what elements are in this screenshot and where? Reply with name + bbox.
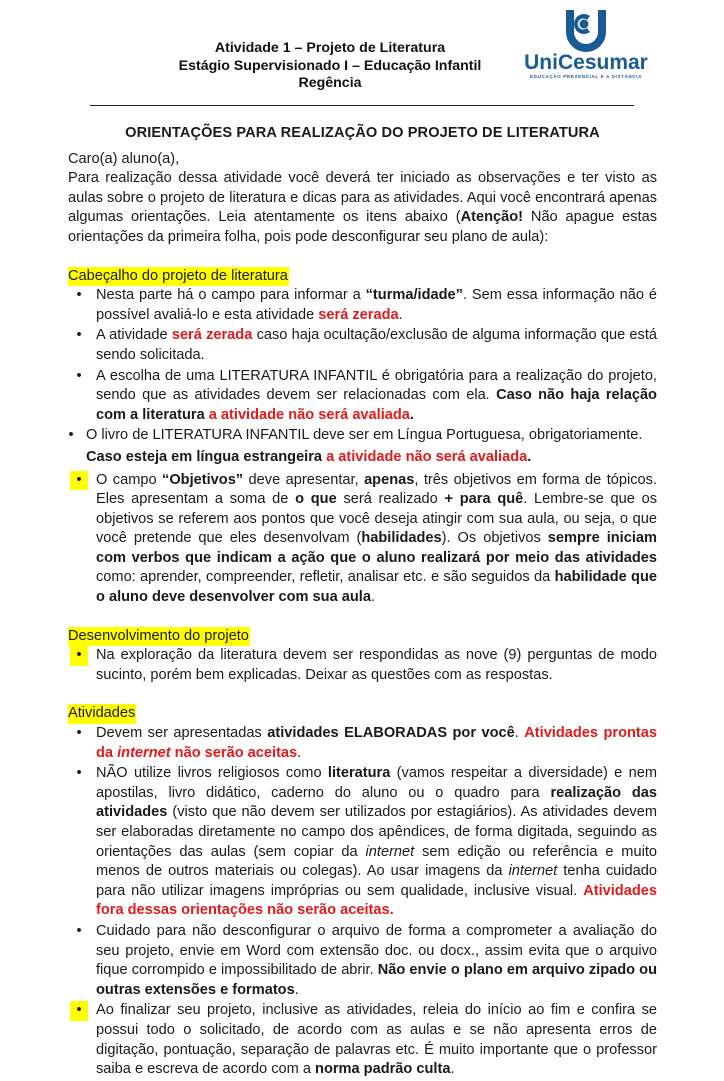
list-item: • NÃO utilize livros religiosos como literatura (vamos respeitar a diversidade) e nem apostilas, livro didático, caderno do aluno ou o quadro para realização das atividades (visto que não devem ser utilizados por estagiários). As atividades devem ser elaboradas diretamente no campo dos apêndices, de forma digitada, seguindo as orientações das aulas (sem copiar da internet sem edição ou referência e muito menos de outros materiais ou colegas). Ao usar imagens da internet tenha cuidado para não utilizar imagens impróprias ou sem qualidade, inclusive visual. Atividades fora dessas orientações não serão aceitas. — [68, 764, 657, 921]
bullet-icon: • — [76, 725, 82, 742]
bullet-list — [68, 471, 657, 608]
section-cabecalho — [68, 267, 657, 608]
section-atividades — [68, 704, 657, 1079]
intro-paragraph: Para realização dessa atividade você deverá ter iniciado as observações e ter visto as aulas sobre o projeto de literatura e dicas para as atividades. Aqui você encontrará apenas algumas orientações. Leia atentamente os itens abaixo (Atenção! Não apague estas orientações da primeira folha, pois pode desconfigurar seu plano de aula): — [68, 170, 657, 245]
list-item: • Devem ser apresentadas atividades ELABORADAS por você. Atividades prontas da internet não serão aceitas. — [68, 724, 657, 763]
list-item: • A atividade será zerada caso haja ocultação/exclusão de alguma informação que está sendo solicitada. — [68, 326, 657, 365]
bullet-list — [68, 286, 657, 446]
greeting: Caro(a) aluno(a), — [68, 150, 180, 167]
list-item: • Na exploração da literatura devem ser respondidas as nove (9) perguntas de modo sucinto, porém bem explicadas. Deixar as questões com as respostas. — [68, 646, 657, 685]
list-item: • O campo “Objetivos” deve apresentar, apenas, três objetivos em forma de tópicos. Eles apresentam a soma de o que será realizado + para quê. Lembre-se que os objetivos se referem aos pontos que você deseja atingir com sua aula, ou seja, o que você pretende que eles desenvolvam (habilidades). Os objetivos sempre iniciam com verbos que indicam a ação que o aluno realizará por meio das atividades como: aprender, compreender, refletir, analisar etc. e são seguidos da habilidade que o aluno deve desenvolver com sua aula. — [68, 471, 657, 608]
logo-emblem-icon — [566, 10, 606, 52]
header-line-regency: Regência — [298, 75, 362, 91]
page-title: ORIENTAÇÕES PARA REALIZAÇÃO DO PROJETO DE LITERATURA — [125, 125, 600, 141]
bullet-icon: • — [70, 471, 88, 491]
bullet-list — [68, 724, 657, 1080]
section-heading: Desenvolvimento do projeto — [68, 627, 250, 647]
bullet-icon: • — [76, 765, 82, 782]
bullet-icon: • — [76, 367, 82, 384]
bullet-icon: • — [70, 1001, 88, 1021]
logo-wordmark: UniCesumar — [524, 51, 648, 74]
list-item: • Nesta parte há o campo para informar a “turma/idade”. Sem essa informação não é possível avaliá-lo e esta atividade será zerada. — [68, 286, 657, 325]
bullet-icon: • — [76, 922, 82, 939]
bullet-icon: • — [76, 287, 82, 304]
document-body — [68, 124, 657, 1081]
list-item-continuation: Caso esteja em língua estrangeira a atividade não será avaliada. — [86, 448, 532, 465]
header-divider — [90, 105, 634, 106]
bullet-icon: • — [70, 646, 88, 666]
header-title-block — [170, 40, 490, 93]
list-item: • A escolha de uma LITERATURA INFANTIL é obrigatória para a realização do projeto, sendo que as atividades devem ser relacionadas com ela. Caso não haja relação com a literatura a atividade não será avaliada. — [68, 367, 657, 426]
bullet-list — [68, 646, 657, 685]
header-line-course: Estágio Supervisionado I – Educação Infantil — [178, 57, 482, 74]
header-line-activity: Atividade 1 – Projeto de Literatura — [214, 40, 446, 56]
bullet-icon: • — [68, 427, 74, 444]
list-item: • Ao finalizar seu projeto, inclusive as atividades, releia do início ao fim e confira se possui todo o solicitado, de acordo com as aulas e se não apresenta erros de digitação, pontuação, separação de palavras etc. É muito importante que o professor saiba e escreva de acordo com a norma padrão culta. — [68, 1001, 657, 1079]
bullet-icon: • — [76, 327, 82, 344]
section-heading: Atividades — [68, 704, 136, 724]
list-item: • Cuidado para não desconfigurar o arquivo de forma a comprometer a avaliação do seu projeto, envie em Word com extensão doc. ou docx., assim evita que o arquivo fique corrompido e impossibilitado de abrir. Não envie o plano em arquivo zipado ou outras extensões e formatos. — [68, 922, 657, 1000]
list-item: • O livro de LITERATURA INFANTIL deve ser em Língua Portuguesa, obrigatoriamente. — [62, 426, 657, 446]
section-heading: Cabeçalho do projeto de literatura — [68, 267, 289, 287]
section-desenvolvimento — [68, 627, 657, 686]
unicesumar-logo — [512, 8, 660, 84]
logo-tagline: EDUCAÇÃO PRESENCIAL E A DISTÂNCIA — [529, 74, 643, 79]
